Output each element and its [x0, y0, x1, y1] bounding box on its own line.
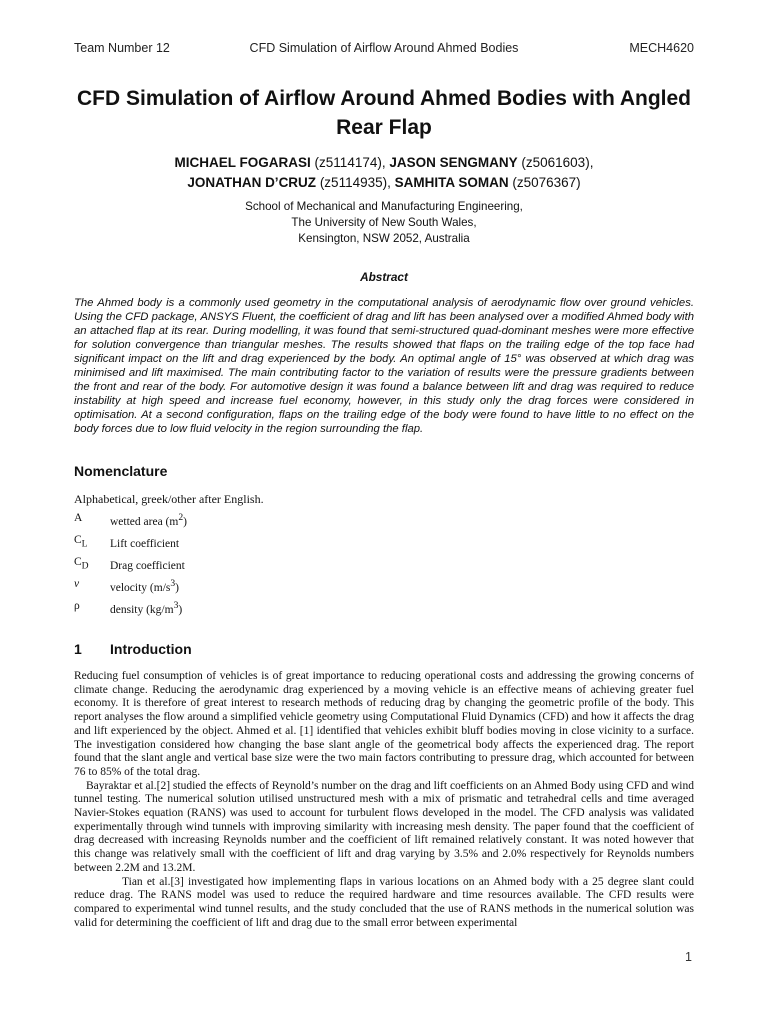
nomenclature-item	[74, 534, 374, 556]
nomenclature-definition: wetted area $(m^2)$	[110, 512, 187, 528]
nomenclature-symbol: $C_D$	[74, 556, 89, 572]
nomenclature-intro: Alphabetical, greek/other after English.	[74, 492, 264, 506]
affiliation	[60, 199, 708, 247]
nomenclature-list	[74, 512, 374, 622]
nomenclature-definition: Drag coefficient	[110, 559, 185, 572]
author-line-1	[60, 153, 708, 173]
nomenclature-symbol: ρ	[74, 600, 80, 612]
page-number: 1	[685, 950, 692, 964]
nomenclature-definition: velocity $(m/s^3)$	[110, 578, 180, 594]
nomenclature-item	[74, 578, 374, 600]
author-id: (z5114174),	[310, 155, 390, 170]
header-course-code: MECH4620	[629, 41, 694, 55]
abstract-text: The Ahmed body is a commonly used geometry in the computational analysis of aerodynamic flow over ground vehicles. Using the CFD package, ANSYS Fluent, the coefficient of drag and lift has been analysed over a modified Ahmed body with an attached flap at its rear. During modelling, it was found that semi-structured quad-dominant meshes were more effective for solution convergence than triangular meshes. The results showed that flaps on the trailing edge of the top face had significant impact on the lift and drag experienced by the body. An optimal angle of 15° was observed at which drag was minimised and lift maximised. The main contributing factor to the variation of results were the pressure gradients between the front and rear of the body. For automotive design it was found a balance between lift and drag was required to reduce instability at high speed and increase fuel economy, however, in this study only the drag forces were considered in optimisation. At a second configuration, flaps on the trailing edge of the body were found to have little to no effect on the body forces due to low fluid velocity in the region surrounding the flap.	[74, 297, 694, 435]
body-paragraph: Bayraktar et al.[2] studied the effects of Reynold’s number on the drag and lift coefficients on an Ahmed Body using CFD and wind tunnel testing. The numerical solution utilised unstructured mesh with a mix of prismatic and tetrahedral cells and time averaged Navier-Stokes equation (RANS) was used to account for turbulent flows developed in the model. The CFD analysis was validated experimentally through wind tunnels with improving similarity with increasing mesh density. The paper found that the coefficient of drag decreased with increasing Reynolds number and the coefficient of lift remained relatively constant. It was noted however that this change was relatively small with the coefficient of lift and drag varying by 3.5% and 2.0% respectively for Reynolds numbers between 2.2M and 13.2M.	[74, 779, 694, 874]
body-paragraph: Reducing fuel consumption of vehicles is of great importance to reducing operational costs and addressing the growing concerns of climate change. Reducing the aerodynamic drag experienced by a moving vehicle is an effective means of achieving greater fuel economy. It is therefore of great interest to research methods of reducing drag by changing the geometric profile of the body. This report analyses the flow around a simplified vehicle geometry using Computational Fluid Dynamics (CFD) and how it affects the drag and lift experienced by the object. Ahmed et al. [1] identified that vehicles exhibit bluff bodies moving in close vicinity to a surface. The investigation considered how changing the base slant angle of the geometrical body affects the experienced drag. The report found that the slant angle and vertical base size were the two main factors contributing to pressure drag, which accounted for between 76 to 85% of the total drag.	[74, 670, 694, 778]
affiliation-line: The University of New South Wales,	[291, 216, 477, 229]
abstract-heading: Abstract	[360, 270, 408, 284]
body-paragraph: Tian et al.[3] investigated how implementing flaps in various locations on an Ahmed body with a 25 degree slant could reduce drag. The RANS model was used to reduce the required hardware and time resources available. The CFD results were compared to experimental wind tunnel results, and the study concluded that the use of RANS methods in the numerical solution was valid for determining the coefficient of lift and drag due to the small error between experimental	[74, 875, 694, 929]
paper-title: CFD Simulation of Airflow Around Ahmed Bodies with Angled Rear Flap	[76, 87, 692, 139]
section-title: Introduction	[110, 641, 192, 657]
header-short-title: CFD Simulation of Airflow Around Ahmed Bodies	[249, 41, 519, 55]
nomenclature-heading: Nomenclature	[74, 463, 168, 479]
nomenclature-item	[74, 600, 374, 622]
introduction-heading	[74, 641, 192, 657]
author-name: MICHAEL FOGARASI	[174, 155, 311, 170]
author-list	[60, 153, 708, 193]
nomenclature-item	[74, 512, 374, 534]
author-line-2	[60, 173, 708, 193]
nomenclature-symbol: $C_L$	[74, 534, 88, 550]
nomenclature-symbol: A	[74, 512, 83, 524]
nomenclature-item	[74, 556, 374, 578]
affiliation-line: School of Mechanical and Manufacturing Engineering,	[245, 200, 523, 213]
nomenclature-definition: Lift coefficient	[110, 537, 180, 550]
introduction-body	[74, 670, 694, 930]
author-name: JASON SENGMANY	[389, 155, 518, 170]
author-name: JONATHAN D’CRUZ	[187, 175, 317, 190]
author-name: SAMHITA SOMAN	[394, 175, 509, 190]
section-number: 1	[74, 641, 82, 657]
header-team-number: Team Number 12	[74, 41, 170, 55]
affiliation-line: Kensington, NSW 2052, Australia	[298, 232, 470, 245]
running-header	[74, 41, 694, 57]
nomenclature-symbol: v	[74, 578, 80, 590]
author-id: (z5061603),	[517, 155, 594, 170]
nomenclature-definition: density $(kg/m^3)$	[110, 600, 183, 616]
author-id: (z5114935),	[316, 175, 395, 190]
author-id: (z5076367)	[508, 175, 581, 190]
